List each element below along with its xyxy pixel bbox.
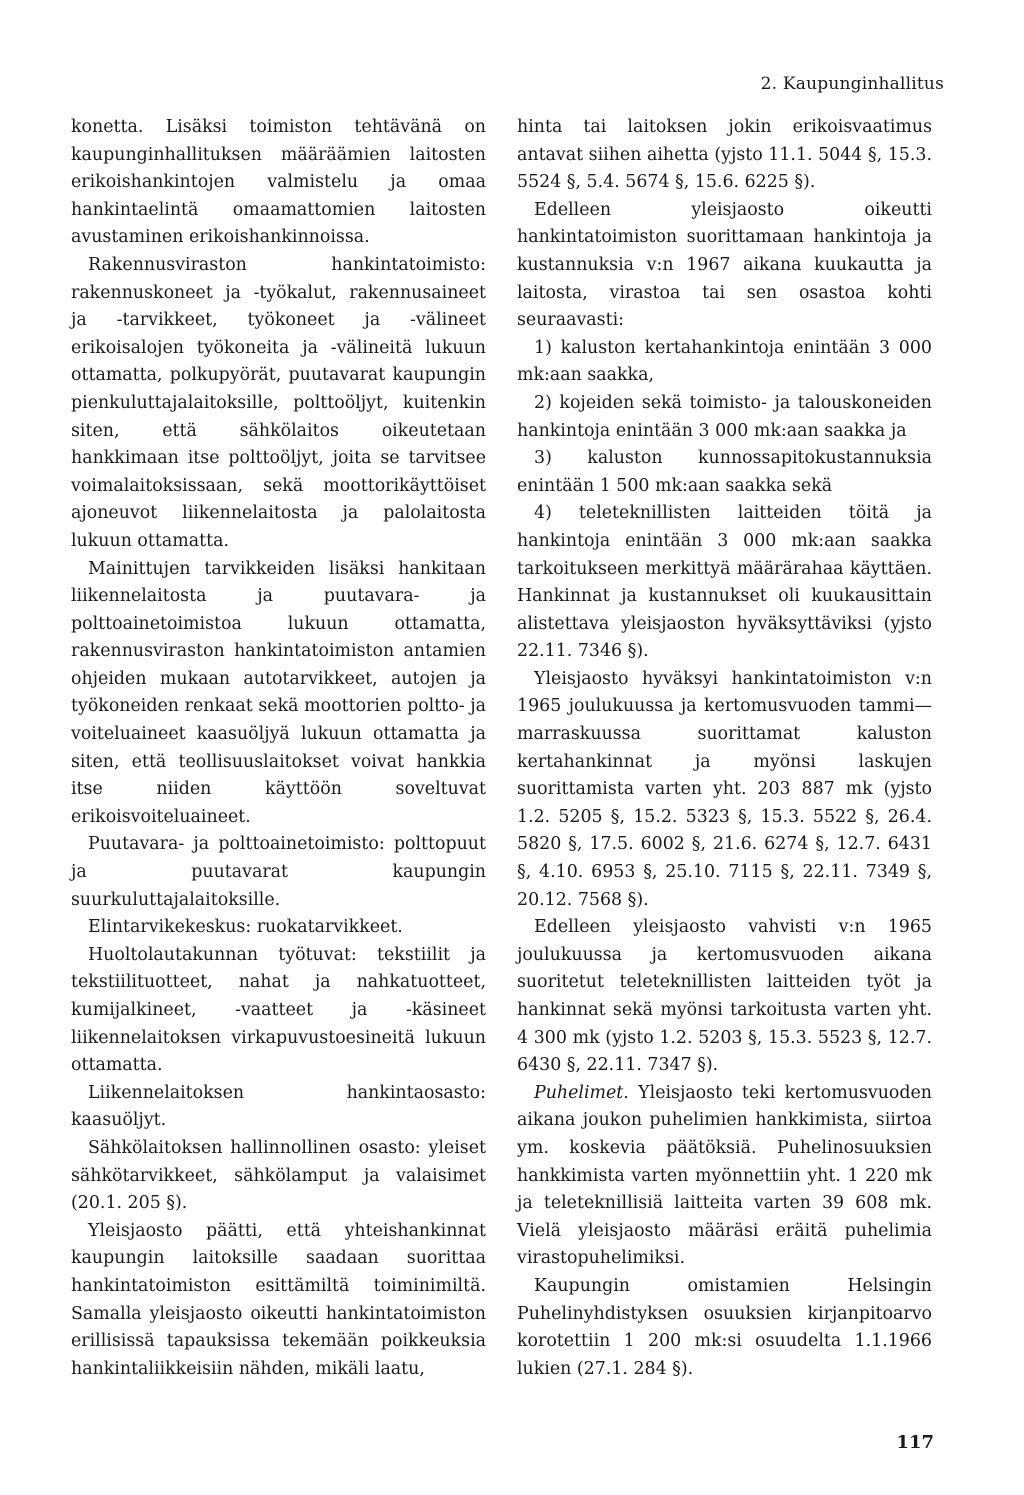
paragraph: Yleisjaosto hyväksyi hankintatoimiston v:n 1965 joulukuussa ja kertomusvuoden tammi—marraskuussa suorittamat kaluston kertahankinnat ja myönsi laskujen suorittamista varten yht. 203 887 mk (yjsto 1.2. 5205 §, 15.2. 5323 §, 15.3. 5522 §, 26.4. 5820 §, 17.5. 6002 §, 21.6. 6274 §, 12.7. 6431 §, 4.10. 6953 §, 25.10. 7115 §, 22.11. 7349 §, 20.12. 7568 §). <box>517 668 932 910</box>
paragraph: Liikennelaitoksen hankintaosasto: kaasuöljyt. <box>71 1082 486 1131</box>
left-column <box>71 114 486 1383</box>
section-lead-italic: Puhelimet. <box>534 1082 629 1103</box>
paragraph: Puutavara- ja polttoainetoimisto: polttopuut ja puutavarat kaupungin suurkuluttajalaitoksille. <box>71 834 486 910</box>
paragraph: Sähkölaitoksen hallinnollinen osasto: yleiset sähkötarvikkeet, sähkölamput ja valaisimet (20.1. 205 §). <box>71 1137 486 1214</box>
list-item: 2) kojeiden sekä toimisto- ja talouskoneiden hankintoja enintään 3 000 mk:aan saakka ja <box>517 392 932 441</box>
running-header: 2. Kaupunginhallitus <box>760 74 944 94</box>
paragraph: Kaupungin omistamien Helsingin Puhelinyhdistyksen osuuksien kirjanpitoarvo korotettiin 1 200 mk:si osuudelta 1.1.1966 lukien (27.1. 284 §). <box>517 1275 932 1379</box>
paragraph <box>517 1080 932 1273</box>
list-item: 3) kaluston kunnossapitokustannuksia enintään 1 500 mk:aan saakka sekä <box>517 448 932 496</box>
paragraph: hinta tai laitoksen jokin erikoisvaatimus antavat siihen aihetta (yjsto 11.1. 5044 §, 15.3. 5524 §, 5.4. 5674 §, 15.6. 6225 §). <box>517 117 932 193</box>
paragraph: Yleisjaosto päätti, että yhteishankinnat kaupungin laitoksille saadaan suorittaa hankintatoimiston esittämiltä toiminimiltä. Samalla yleisjaosto oikeutti hankintatoimiston erillisissä tapauksissa tekemään poikkeuksia hankintaliikkeisiin nähden, mikäli laatu, <box>71 1220 486 1379</box>
paragraph: Elintarvikekeskus: ruokatarvikkeet. <box>88 917 403 938</box>
paragraph: Edelleen yleisjaosto oikeutti hankintatoimiston suorittamaan hankintoja ja kustannuksia v:n 1967 aikana kuukautta ja laitosta, virastoa tai sen osastoa kohti seuraavasti: <box>517 199 932 331</box>
list-item: 4) teleteknillisten laitteiden töitä ja hankintoja enintään 3 000 mk:aan saakka tarkoitukseen merkittyä määrärahaa käyttäen. Hankinnat ja kustannukset oli kuukausittain alistettava yleisjaoston hyväksyttäviksi (yjsto 22.11. 7346 §). <box>517 503 932 662</box>
paragraph: konetta. Lisäksi toimiston tehtävänä on kaupunginhallituksen määräämien laitosten erikoishankintojen valmistelu ja omaa hankintaelintä omaamattomien laitosten avustaminen erikoishankinnoissa. <box>71 117 486 248</box>
right-column <box>517 114 932 1383</box>
page-number: 117 <box>896 1432 934 1453</box>
list-item: 1) kaluston kertahankintoja enintään 3 000 mk:aan saakka, <box>517 337 932 386</box>
paragraph: Mainittujen tarvikkeiden lisäksi hankitaan liikennelaitosta ja puutavara- ja polttoainetoimistoa lukuun ottamatta, rakennusviraston hankintatoimiston antamien ohjeiden mukaan autotarvikkeet, autojen ja työkoneiden renkaat sekä moottorien poltto- ja voiteluaineet kaasuöljyä lukuun ottamatta ja siten, että teollisuuslaitokset voivat hankkia itse niiden käyttöön soveltuvat erikoisvoiteluaineet. <box>71 558 486 827</box>
paragraph: Rakennusviraston hankintatoimisto: rakennuskoneet ja -työkalut, rakennusaineet ja -tarvikkeet, työkoneet ja -välineet erikoisalojen työkoneita ja -välineitä lukuun ottamatta, polkupyörät, puutavarat kaupungin pienkuluttajalaitoksille, polttoöljyt, kuitenkin siten, että sähkölaitos oikeutetaan hankkimaan itse polttoöljyt, joita se tarvitsee voimalaitoksissaan, sekä moottorikäyttöiset ajoneuvot liikennelaitosta ja palolaitosta lukuun ottamatta. <box>71 254 486 551</box>
paragraph: Edelleen yleisjaosto vahvisti v:n 1965 joulukuussa ja kertomusvuoden aikana suoritetut teleteknillisten laitteiden työt ja hankinnat sekä myönsi tarkoitusta varten yht. 4 300 mk (yjsto 1.2. 5203 §, 15.3. 5523 §, 12.7. 6430 §, 22.11. 7347 §). <box>517 917 932 1076</box>
paragraph-body: Yleisjaosto teki kertomusvuoden aikana joukon puhelimien hankkimista, siirtoa ym. koskevia päätöksiä. Puhelinosuuksien hankkimista varten myönnettiin yht. 1 220 mk ja teleteknillisiä laitteita varten 39 608 mk. Vielä yleisjaosto määräsi eräitä puhelimia virastopuhelimiksi. <box>517 1082 932 1269</box>
paragraph: Huoltolautakunnan työtuvat: tekstiilit ja tekstiilituotteet, nahat ja nahkatuotteet, kumijalkineet, -vaatteet ja -käsineet liikennelaitoksen virkapuvustoesineitä lukuun ottamatta. <box>71 944 486 1076</box>
